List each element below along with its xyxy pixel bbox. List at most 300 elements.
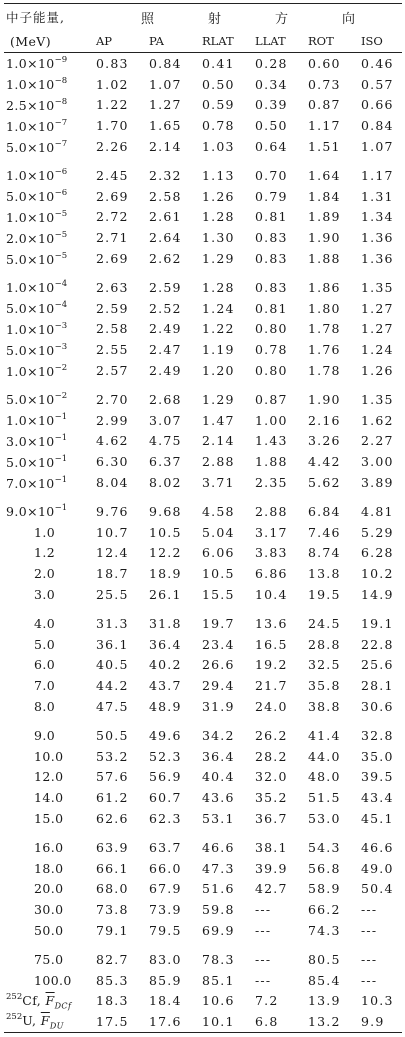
value-cell-rot: 4.42 xyxy=(308,454,341,470)
value-cell-pa: 2.64 xyxy=(149,230,182,246)
energy-unit: (MeV) xyxy=(10,33,51,49)
value-cell-pa: 31.8 xyxy=(149,615,182,631)
value-cell-ap: 63.9 xyxy=(96,839,129,855)
energy-value: 3.0×10 xyxy=(6,433,55,449)
value-cell-rlat: 47.3 xyxy=(202,860,235,876)
table-row xyxy=(4,298,402,319)
value-cell-llat: 0.28 xyxy=(255,55,288,71)
value-cell-iso: 0.46 xyxy=(361,55,394,71)
value-cell-llat: 0.80 xyxy=(255,363,288,379)
data-table xyxy=(4,4,402,52)
energy-value: 1.0×10 xyxy=(6,321,55,337)
value-cell-llat: 24.0 xyxy=(255,699,288,714)
energy-cell xyxy=(4,634,84,655)
fluence-subscript: DCf xyxy=(54,1001,72,1011)
energy-value: 5.0×10 xyxy=(6,189,55,205)
energy-value: 30.0 xyxy=(34,902,64,918)
value-cell-pa: 18.4 xyxy=(149,993,182,1009)
table-row xyxy=(4,136,402,157)
value-cell-pa: 10.5 xyxy=(149,524,182,540)
table-row xyxy=(4,899,402,920)
value-cell-ap: 68.0 xyxy=(96,881,129,897)
energy-value: 75.0 xyxy=(34,951,64,967)
value-cell-iso: 46.6 xyxy=(361,839,394,855)
value-cell-llat: 28.2 xyxy=(255,748,288,764)
energy-cell xyxy=(4,207,84,228)
value-cell-rot: 41.4 xyxy=(308,727,341,743)
value-cell-iso: 1.17 xyxy=(361,167,394,183)
value-cell-iso: 1.27 xyxy=(361,321,394,337)
energy-exponent: −4 xyxy=(54,300,68,311)
value-cell-rlat: 1.20 xyxy=(202,363,235,379)
energy-exponent: −5 xyxy=(54,208,68,219)
value-cell-iso: 1.24 xyxy=(361,342,394,358)
energy-exponent: −1 xyxy=(54,503,68,514)
direction-char: 向 xyxy=(342,11,356,27)
fluence-subscript: DU xyxy=(49,1021,64,1031)
value-cell-ap: 2.69 xyxy=(96,251,129,267)
energy-cell xyxy=(4,767,84,788)
value-cell-rot: 1.80 xyxy=(308,300,341,316)
value-cell-ap: 53.2 xyxy=(96,748,129,764)
energy-cell xyxy=(4,472,84,493)
value-cell-ap: 50.5 xyxy=(96,727,129,743)
value-cell-llat: --- xyxy=(255,922,272,938)
energy-value: 1.0×10 xyxy=(6,168,55,184)
value-cell-iso: --- xyxy=(361,902,378,918)
table-row xyxy=(4,949,402,970)
value-cell-rlat: 15.5 xyxy=(202,587,235,603)
table-row xyxy=(4,563,402,584)
value-cell-ap: 1.22 xyxy=(96,97,129,113)
value-cell-llat: 19.2 xyxy=(255,657,288,673)
table-row xyxy=(4,787,402,808)
value-cell-rot: 1.17 xyxy=(308,118,341,134)
value-cell-rot: 1.64 xyxy=(308,167,341,183)
value-cell-pa: 56.9 xyxy=(149,769,182,785)
value-cell-ap: 2.58 xyxy=(96,321,129,337)
energy-value: 9.0 xyxy=(34,727,56,743)
value-cell-pa: 85.9 xyxy=(149,972,182,988)
value-cell-pa: 9.68 xyxy=(149,503,182,519)
table-row xyxy=(4,339,402,360)
energy-value: 15.0 xyxy=(34,810,64,826)
value-cell-llat: 3.17 xyxy=(255,524,288,540)
table-row xyxy=(4,990,402,1011)
energy-cell xyxy=(4,186,84,207)
value-cell-llat: 0.39 xyxy=(255,97,288,113)
value-cell-pa: 2.47 xyxy=(149,342,182,358)
table-row xyxy=(4,878,402,899)
value-cell-iso: 25.6 xyxy=(361,657,394,673)
energy-value: 18.0 xyxy=(34,860,64,876)
value-cell-rlat: 1.29 xyxy=(202,391,235,407)
energy-cell xyxy=(4,970,84,991)
value-cell-rlat: 1.47 xyxy=(202,412,235,428)
energy-cell xyxy=(4,115,84,136)
value-cell-rot: 1.88 xyxy=(308,251,341,267)
value-cell-rlat: 1.03 xyxy=(202,139,235,155)
value-cell-llat: 1.43 xyxy=(255,433,288,449)
energy-cell xyxy=(4,725,84,746)
value-cell-llat: 13.6 xyxy=(255,615,288,631)
value-cell-rlat: 29.4 xyxy=(202,678,235,694)
table-row xyxy=(4,808,402,829)
table-row xyxy=(4,165,402,186)
energy-cell xyxy=(4,74,84,95)
value-cell-iso: 2.27 xyxy=(361,433,394,449)
table-row xyxy=(4,248,402,269)
value-cell-iso: 1.31 xyxy=(361,188,394,204)
table-row xyxy=(4,837,402,858)
energy-value: 1.0×10 xyxy=(6,77,55,93)
value-cell-llat: 7.2 xyxy=(255,993,279,1009)
value-cell-ap: 2.55 xyxy=(96,342,129,358)
value-cell-pa: 2.59 xyxy=(149,279,182,295)
value-cell-iso: --- xyxy=(361,972,378,988)
energy-exponent: −5 xyxy=(54,250,68,261)
value-cell-iso: 50.4 xyxy=(361,881,394,897)
value-cell-llat: 38.1 xyxy=(255,839,288,855)
energy-cell xyxy=(4,543,84,564)
value-cell-iso: 6.28 xyxy=(361,545,394,561)
energy-cell xyxy=(4,563,84,584)
value-cell-pa: 2.52 xyxy=(149,300,182,316)
value-cell-ap: 6.30 xyxy=(96,454,129,470)
energy-cell xyxy=(4,696,84,717)
value-cell-ap: 2.57 xyxy=(96,363,129,379)
value-cell-pa: 8.02 xyxy=(149,475,182,491)
value-cell-rlat: 1.26 xyxy=(202,188,235,204)
group-spacer xyxy=(4,493,402,501)
value-cell-rot: 1.51 xyxy=(308,139,341,155)
value-cell-pa: 6.37 xyxy=(149,454,182,470)
energy-cell xyxy=(4,53,84,74)
value-cell-rlat: 10.1 xyxy=(202,1014,235,1030)
value-cell-rlat: 23.4 xyxy=(202,636,235,652)
value-cell-rlat: 1.28 xyxy=(202,279,235,295)
energy-value: 5.0×10 xyxy=(6,251,55,267)
column-header-rlat: RLAT xyxy=(202,34,234,48)
energy-cell xyxy=(4,675,84,696)
value-cell-rlat: 0.50 xyxy=(202,76,235,92)
table-row xyxy=(4,767,402,788)
value-cell-llat: 39.9 xyxy=(255,860,288,876)
value-cell-rot: 28.8 xyxy=(308,636,341,652)
value-cell-rlat: 78.3 xyxy=(202,951,235,967)
value-cell-pa: 3.07 xyxy=(149,412,182,428)
value-cell-iso: 14.9 xyxy=(361,587,394,603)
value-cell-ap: 2.99 xyxy=(96,412,129,428)
value-cell-rlat: 36.4 xyxy=(202,748,235,764)
value-cell-rot: 32.5 xyxy=(308,657,341,673)
value-cell-rlat: 69.9 xyxy=(202,922,235,938)
value-cell-iso: 10.3 xyxy=(361,993,394,1009)
bottom-rule xyxy=(4,1032,402,1033)
value-cell-rot: 85.4 xyxy=(308,972,341,988)
value-cell-iso: 0.66 xyxy=(361,97,394,113)
value-cell-llat: --- xyxy=(255,902,272,918)
value-cell-pa: 17.6 xyxy=(149,1014,182,1030)
value-cell-ap: 79.1 xyxy=(96,922,129,938)
table-row xyxy=(4,207,402,228)
value-cell-rlat: 0.59 xyxy=(202,97,235,113)
value-cell-llat: 36.7 xyxy=(255,810,288,826)
energy-value: 20.0 xyxy=(34,881,64,897)
energy-cell xyxy=(4,990,84,1011)
table-row xyxy=(4,920,402,941)
energy-cell xyxy=(4,949,84,970)
value-cell-ap: 8.04 xyxy=(96,475,129,491)
value-cell-pa: 2.49 xyxy=(149,321,182,337)
value-cell-rlat: 31.9 xyxy=(202,699,235,714)
value-cell-llat: 1.88 xyxy=(255,454,288,470)
value-cell-iso: 3.89 xyxy=(361,475,394,491)
value-cell-rot: 54.3 xyxy=(308,839,341,855)
value-cell-pa: 1.07 xyxy=(149,76,182,92)
value-cell-rot: 48.0 xyxy=(308,769,341,785)
value-cell-iso: 9.9 xyxy=(361,1014,385,1030)
value-cell-rot: 56.8 xyxy=(308,860,341,876)
energy-value: 3.0 xyxy=(34,587,56,603)
energy-cell xyxy=(4,787,84,808)
value-cell-rlat: 0.41 xyxy=(202,55,235,71)
energy-cell xyxy=(4,298,84,319)
value-cell-ap: 2.63 xyxy=(96,279,129,295)
value-cell-rlat: 1.30 xyxy=(202,230,235,246)
value-cell-llat: 0.81 xyxy=(255,209,288,225)
value-cell-ap: 18.3 xyxy=(96,993,129,1009)
value-cell-pa: 62.3 xyxy=(149,810,182,826)
column-header-rot: ROT xyxy=(308,34,334,48)
value-cell-rlat: 1.19 xyxy=(202,342,235,358)
energy-exponent: −1 xyxy=(54,412,68,423)
table-row xyxy=(4,725,402,746)
column-header-iso: ISO xyxy=(361,34,383,48)
value-cell-iso: 19.1 xyxy=(361,615,394,631)
energy-exponent: −6 xyxy=(54,167,68,178)
value-cell-iso: 35.0 xyxy=(361,748,394,764)
value-cell-llat: 1.00 xyxy=(255,412,288,428)
value-cell-rlat: 0.78 xyxy=(202,118,235,134)
energy-exponent: −2 xyxy=(54,391,68,402)
energy-cell xyxy=(4,808,84,829)
energy-value: 2.0×10 xyxy=(6,230,55,246)
value-cell-pa: 2.58 xyxy=(149,188,182,204)
value-cell-pa: 1.65 xyxy=(149,118,182,134)
energy-cell xyxy=(4,920,84,941)
direction-char: 方 xyxy=(275,11,289,27)
value-cell-pa: 40.2 xyxy=(149,657,182,673)
energy-value: 50.0 xyxy=(34,922,64,938)
value-cell-llat: 16.5 xyxy=(255,636,288,652)
mean-fluence-symbol: $\overline{F}$ xyxy=(45,992,55,1008)
value-cell-rot: 7.46 xyxy=(308,524,341,540)
energy-value: 5.0×10 xyxy=(6,301,55,317)
value-cell-iso: 3.00 xyxy=(361,454,394,470)
value-cell-ap: 85.3 xyxy=(96,972,129,988)
energy-exponent: −9 xyxy=(54,55,68,66)
energy-value: 1.0×10 xyxy=(6,118,55,134)
energy-value: 1.0×10 xyxy=(6,363,55,379)
value-cell-iso: 0.84 xyxy=(361,118,394,134)
value-cell-rot: 13.2 xyxy=(308,1014,341,1030)
value-cell-iso: 22.8 xyxy=(361,636,394,652)
energy-cell xyxy=(4,319,84,340)
value-cell-pa: 52.3 xyxy=(149,748,182,764)
value-cell-pa: 0.84 xyxy=(149,55,182,71)
value-cell-rot: 1.78 xyxy=(308,363,341,379)
value-cell-rot: 5.62 xyxy=(308,475,341,491)
table-row xyxy=(4,389,402,410)
value-cell-rlat: 10.6 xyxy=(202,993,235,1009)
group-spacer xyxy=(4,717,402,725)
energy-value: 5.0×10 xyxy=(6,139,55,155)
value-cell-iso: --- xyxy=(361,922,378,938)
value-cell-ap: 62.6 xyxy=(96,810,129,826)
isotope-label: U, xyxy=(22,1013,41,1029)
value-cell-ap: 12.4 xyxy=(96,545,129,561)
energy-value: 1.0×10 xyxy=(6,280,55,296)
value-cell-rot: 0.60 xyxy=(308,55,341,71)
energy-cell xyxy=(4,858,84,879)
energy-cell xyxy=(4,339,84,360)
value-cell-rot: 19.5 xyxy=(308,587,341,603)
value-cell-rot: 1.86 xyxy=(308,279,341,295)
value-cell-iso: 30.6 xyxy=(361,699,394,714)
value-cell-iso: 32.8 xyxy=(361,727,394,743)
energy-value: 6.0 xyxy=(34,657,56,673)
value-cell-pa: 83.0 xyxy=(149,951,182,967)
value-cell-pa: 48.9 xyxy=(149,699,182,714)
isotope-mass: 252 xyxy=(6,1012,23,1023)
value-cell-ap: 57.6 xyxy=(96,769,129,785)
value-cell-rot: 66.2 xyxy=(308,902,341,918)
energy-cell xyxy=(4,95,84,116)
value-cell-rlat: 5.04 xyxy=(202,524,235,540)
table-row xyxy=(4,696,402,717)
value-cell-pa: 26.1 xyxy=(149,587,182,603)
energy-exponent: −1 xyxy=(54,432,68,443)
value-cell-pa: 2.61 xyxy=(149,209,182,225)
energy-value: 5.0×10 xyxy=(6,342,55,358)
value-cell-rlat: 10.5 xyxy=(202,566,235,582)
energy-value: 7.0 xyxy=(34,678,56,694)
energy-exponent: −7 xyxy=(54,138,68,149)
table-row xyxy=(4,1011,402,1032)
value-cell-iso: 1.35 xyxy=(361,391,394,407)
table-row xyxy=(4,410,402,431)
value-cell-iso: 0.57 xyxy=(361,76,394,92)
energy-cell xyxy=(4,584,84,605)
value-cell-rlat: 43.6 xyxy=(202,790,235,806)
energy-value: 7.0×10 xyxy=(6,475,55,491)
value-cell-llat: 21.7 xyxy=(255,678,288,694)
energy-value: 8.0 xyxy=(34,699,56,714)
value-cell-iso: 4.81 xyxy=(361,503,394,519)
value-cell-iso: --- xyxy=(361,951,378,967)
table-row xyxy=(4,522,402,543)
table-row xyxy=(4,746,402,767)
value-cell-rot: 2.16 xyxy=(308,412,341,428)
value-cell-rot: 58.9 xyxy=(308,881,341,897)
value-cell-ap: 82.7 xyxy=(96,951,129,967)
value-cell-rlat: 1.24 xyxy=(202,300,235,316)
value-cell-rlat: 53.1 xyxy=(202,810,235,826)
value-cell-pa: 4.75 xyxy=(149,433,182,449)
value-cell-iso: 28.1 xyxy=(361,678,394,694)
column-header-llat: LLAT xyxy=(255,34,286,48)
value-cell-iso: 1.34 xyxy=(361,209,394,225)
value-cell-rot: 0.73 xyxy=(308,76,341,92)
mean-fluence-symbol: $\overline{F}$ xyxy=(40,1013,50,1029)
value-cell-pa: 2.49 xyxy=(149,363,182,379)
value-cell-pa: 60.7 xyxy=(149,790,182,806)
energy-cell xyxy=(4,431,84,452)
direction-char: 照 xyxy=(141,11,155,27)
energy-value: 2.0 xyxy=(34,566,56,582)
table-row xyxy=(4,675,402,696)
value-cell-ap: 1.02 xyxy=(96,76,129,92)
group-spacer xyxy=(4,157,402,165)
value-cell-ap: 2.70 xyxy=(96,391,129,407)
value-cell-pa: 49.6 xyxy=(149,727,182,743)
energy-cell xyxy=(4,837,84,858)
energy-cell xyxy=(4,899,84,920)
value-cell-llat: 10.4 xyxy=(255,587,288,603)
value-cell-ap: 44.2 xyxy=(96,678,129,694)
value-cell-rot: 35.8 xyxy=(308,678,341,694)
energy-cell xyxy=(4,746,84,767)
value-cell-rlat: 51.6 xyxy=(202,881,235,897)
energy-cell xyxy=(4,360,84,381)
column-header-pa: PA xyxy=(149,34,164,48)
value-cell-iso: 1.36 xyxy=(361,251,394,267)
value-cell-ap: 17.5 xyxy=(96,1014,129,1030)
value-cell-ap: 2.26 xyxy=(96,139,129,155)
value-cell-rot: 1.89 xyxy=(308,209,341,225)
value-cell-iso: 43.4 xyxy=(361,790,394,806)
group-spacer xyxy=(4,941,402,949)
group-spacer xyxy=(4,605,402,613)
value-cell-rot: 74.3 xyxy=(308,922,341,938)
value-cell-pa: 36.4 xyxy=(149,636,182,652)
value-cell-rot: 1.90 xyxy=(308,391,341,407)
value-cell-rlat: 2.88 xyxy=(202,454,235,470)
energy-value: 10.0 xyxy=(34,748,64,764)
table-row xyxy=(4,543,402,564)
value-cell-ap: 40.5 xyxy=(96,657,129,673)
value-cell-llat: 0.64 xyxy=(255,139,288,155)
value-cell-llat: 0.34 xyxy=(255,76,288,92)
isotope-mass: 252 xyxy=(6,991,23,1002)
energy-cell xyxy=(4,165,84,186)
value-cell-pa: 79.5 xyxy=(149,922,182,938)
table-row xyxy=(4,53,402,74)
value-cell-iso: 39.5 xyxy=(361,769,394,785)
value-cell-pa: 63.7 xyxy=(149,839,182,855)
value-cell-rlat: 2.14 xyxy=(202,433,235,449)
direction-header xyxy=(84,4,402,30)
table-row xyxy=(4,186,402,207)
value-cell-rlat: 85.1 xyxy=(202,972,235,988)
energy-value: 14.0 xyxy=(34,790,64,806)
value-cell-iso: 49.0 xyxy=(361,860,394,876)
value-cell-rlat: 1.29 xyxy=(202,251,235,267)
table-row xyxy=(4,472,402,493)
value-cell-rot: 51.5 xyxy=(308,790,341,806)
data-body xyxy=(4,53,402,1032)
